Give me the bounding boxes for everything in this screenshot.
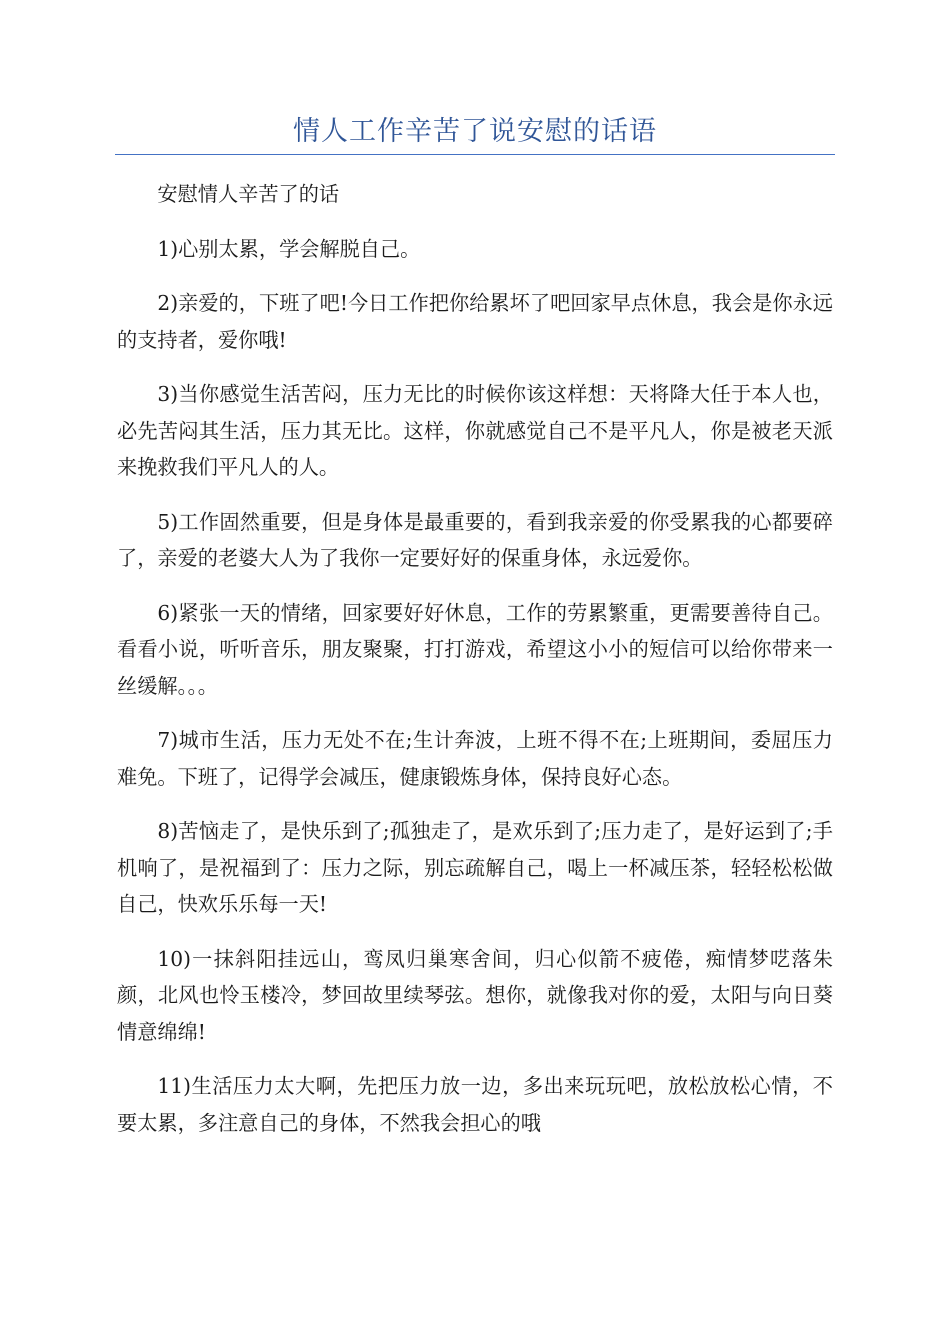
paragraph-heading: 安慰情人辛苦了的话 xyxy=(157,182,340,206)
paragraph-item-10: 10)一抹斜阳挂远山，鸾凤归巢寒舍间，归心似箭不疲倦，痴情梦呓落朱颜，北风也怜玉楼冷，梦回故里续琴弦。想你，就像我对你的爱，太阳与向日葵情意绵绵! xyxy=(117,946,833,1044)
paragraph-item-11: 11)生活压力太大啊，先把压力放一边，多出来玩玩吧，放松放松心情，不要太累，多注意自己的身体，不然我会担心的哦 xyxy=(117,1074,833,1135)
document-title: 情人工作辛苦了说安慰的话语 xyxy=(293,116,657,147)
paragraph-item-8: 8)苦恼走了，是快乐到了;孤独走了，是欢乐到了;压力走了，是好运到了;手机响了，是祝福到了：压力之际，别忘疏解自己，喝上一杯减压茶，轻轻松松做自己，快欢乐乐每一天! xyxy=(117,819,833,916)
title-underline-divider xyxy=(115,154,835,155)
paragraph-item-2: 2)亲爱的，下班了吧!今日工作把你给累坏了吧回家早点休息，我会是你永远的支持者，爱你哦! xyxy=(117,291,833,352)
paragraph-item-3: 3)当你感觉生活苦闷，压力无比的时候你该这样想：天将降大任于本人也，必先苦闷其生活，压力其无比。这样，你就感觉自己不是平凡人，你是被老天派来挽救我们平凡人的人。 xyxy=(117,382,833,479)
paragraph-item-5: 5)工作固然重要，但是身体是最重要的，看到我亲爱的你受累我的心都要碎了，亲爱的老婆大人为了我你一定要好好的保重身体，永远爱你。 xyxy=(117,509,833,570)
paragraph-item-7: 7)城市生活，压力无处不在;生计奔波，上班不得不在;上班期间，委屈压力难免。下班了，记得学会减压，健康锻炼身体，保持良好心态。 xyxy=(117,728,833,789)
paragraph-item-6: 6)紧张一天的情绪，回家要好好休息，工作的劳累繁重，更需要善待自己。看看小说，听听音乐，朋友聚聚，打打游戏，希望这小小的短信可以给你带来一丝缓解。。。 xyxy=(117,600,833,698)
paragraph-item-1: 1)心别太累，学会解脱自己。 xyxy=(157,236,421,261)
document-body xyxy=(117,176,833,1159)
